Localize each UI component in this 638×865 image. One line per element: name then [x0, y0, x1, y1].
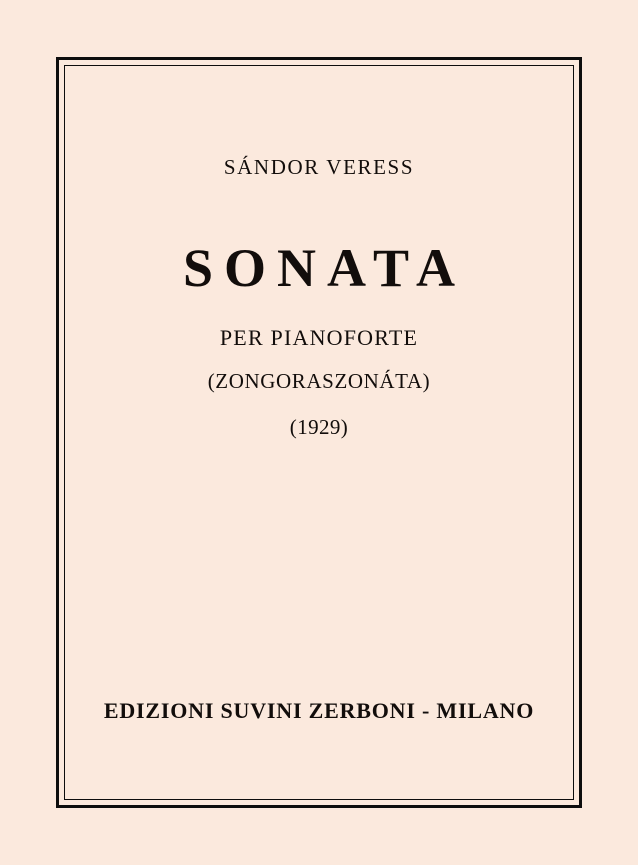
page-title: SONATA [182, 238, 467, 298]
composition-year: (1929) [289, 415, 349, 439]
publisher-name: EDIZIONI SUVINI ZERBONI - MILANO [103, 698, 535, 723]
composer-name: SÁNDOR VERESS [223, 155, 415, 179]
instrument-subtitle: PER PIANOFORTE [219, 325, 419, 350]
cover-content [64, 65, 574, 800]
alternate-title-subtitle: (ZONGORASZONÁTA) [207, 369, 431, 393]
